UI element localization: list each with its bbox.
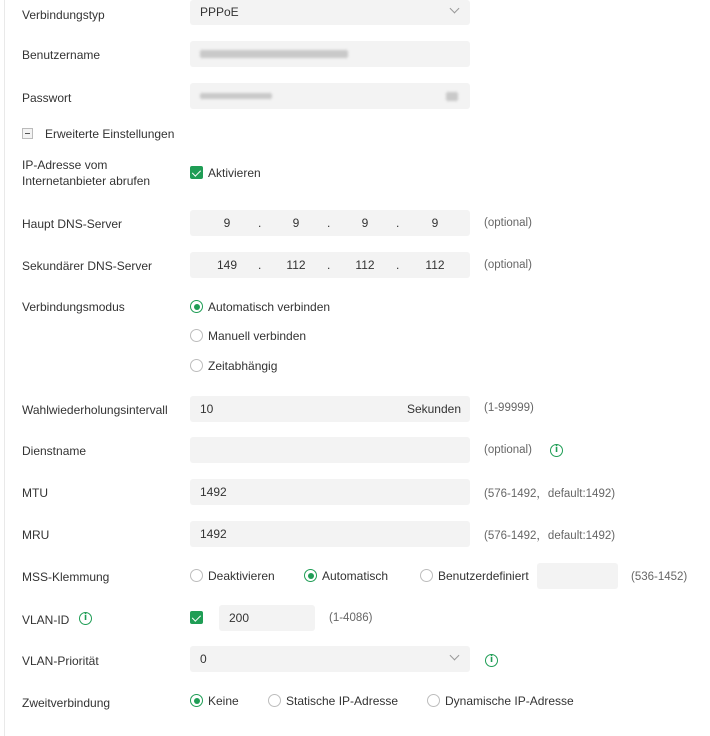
service-name-input[interactable] — [190, 437, 470, 463]
advanced-settings-toggle[interactable]: Erweiterte Einstellungen — [45, 127, 175, 141]
connection-type-value: PPPoE — [200, 5, 239, 19]
mru-value: 1492 — [200, 527, 227, 541]
dns2-octet-2[interactable]: 112 — [286, 258, 306, 272]
mru-hint: (576-1492，default:1492) — [484, 530, 616, 542]
radio-auto-connect-label: Automatisch verbinden — [208, 300, 331, 314]
radio-auto-connect[interactable] — [190, 300, 203, 313]
ip-dot: . — [258, 216, 262, 230]
dns1-octet-4[interactable]: 9 — [431, 216, 439, 230]
username-blurred-value — [200, 50, 348, 58]
redial-interval-hint: (1-99999) — [484, 402, 534, 414]
service-name-hint: (optional) — [484, 444, 532, 456]
redial-interval-label: Wahlwiederholungsintervall — [22, 403, 168, 417]
mtu-hint: (576-1492，default:1492) — [484, 488, 616, 500]
connection-type-select[interactable] — [190, 0, 470, 25]
ip-dot: . — [396, 216, 400, 230]
chevron-down-icon — [450, 651, 460, 661]
password-input[interactable] — [190, 83, 470, 109]
vlan-id-label: VLAN-ID — [22, 613, 70, 627]
mru-input[interactable] — [190, 521, 470, 547]
dns2-octet-1[interactable]: 149 — [216, 258, 238, 272]
collapse-icon[interactable] — [22, 128, 33, 139]
connection-type-label: Verbindungstyp — [22, 8, 105, 22]
mru-label: MRU — [22, 528, 50, 542]
username-label: Benutzername — [22, 48, 101, 62]
info-circle-icon[interactable]: i — [485, 654, 498, 667]
info-circle-icon[interactable]: i — [550, 444, 563, 457]
radio-time-based[interactable] — [190, 359, 203, 372]
vlan-priority-select[interactable] — [190, 646, 470, 672]
dns1-octet-3[interactable]: 9 — [361, 216, 369, 230]
secondary-dns-label: Sekundärer DNS-Server — [22, 259, 153, 273]
redial-interval-input[interactable] — [190, 396, 470, 422]
radio-second-static[interactable] — [268, 694, 281, 707]
vlan-id-checkbox[interactable] — [190, 611, 203, 624]
secondary-dns-input[interactable] — [190, 252, 470, 278]
radio-second-dynamic[interactable] — [427, 694, 440, 707]
isp-ip-label-line1: IP-Adresse vom — [22, 158, 108, 172]
radio-second-dynamic-label: Dynamische IP-Adresse — [445, 694, 574, 708]
radio-second-static-label: Statische IP-Adresse — [286, 694, 399, 708]
vlan-id-value: 200 — [229, 611, 250, 625]
vlan-priority-value: 0 — [200, 652, 207, 666]
redial-interval-value: 10 — [200, 402, 214, 416]
primary-dns-input[interactable] — [190, 210, 470, 236]
radio-mss-auto-label: Automatisch — [322, 569, 389, 583]
service-name-label: Dienstname — [22, 444, 87, 458]
ip-dot: . — [327, 258, 331, 272]
radio-manual-connect-label: Manuell verbinden — [208, 329, 307, 343]
primary-dns-label: Haupt DNS-Server — [22, 217, 123, 231]
vlan-id-input[interactable] — [219, 605, 315, 631]
mss-hint: (536-1452) — [631, 571, 688, 583]
chevron-down-icon — [450, 4, 460, 14]
radio-mss-auto[interactable] — [304, 569, 317, 582]
radio-manual-connect[interactable] — [190, 329, 203, 342]
radio-second-none[interactable] — [190, 694, 203, 707]
vlan-id-hint: (1-4086) — [329, 612, 373, 624]
primary-dns-hint: (optional) — [484, 217, 532, 229]
second-connection-label: Zweitverbindung — [22, 696, 111, 710]
dns1-octet-1[interactable]: 9 — [223, 216, 231, 230]
ip-dot: . — [258, 258, 262, 272]
isp-ip-checkbox[interactable] — [190, 166, 203, 179]
mtu-value: 1492 — [200, 485, 227, 499]
dns2-octet-4[interactable]: 112 — [425, 258, 445, 272]
mtu-input[interactable] — [190, 479, 470, 505]
radio-mss-disable[interactable] — [190, 569, 203, 582]
radio-mss-disable-label: Deaktivieren — [208, 569, 275, 583]
radio-second-none-label: Keine — [208, 694, 239, 708]
password-label: Passwort — [22, 91, 72, 105]
mtu-label: MTU — [22, 486, 48, 500]
radio-time-based-label: Zeitabhängig — [208, 359, 278, 373]
secondary-dns-hint: (optional) — [484, 259, 532, 271]
connection-mode-label: Verbindungsmodus — [22, 300, 125, 314]
page-border — [4, 0, 5, 736]
radio-mss-custom[interactable] — [420, 569, 433, 582]
redial-interval-unit: Sekunden — [406, 402, 461, 416]
password-visibility-icon[interactable] — [446, 92, 458, 101]
info-circle-icon[interactable]: i — [79, 612, 92, 625]
isp-ip-label-line2: Internetanbieter abrufen — [22, 174, 151, 188]
ip-dot: . — [327, 216, 331, 230]
dns2-octet-3[interactable]: 112 — [355, 258, 375, 272]
username-input[interactable] — [190, 41, 470, 67]
password-blurred-value — [200, 93, 272, 99]
vlan-priority-label: VLAN-Priorität — [22, 654, 99, 668]
mss-label: MSS-Klemmung — [22, 570, 110, 584]
mss-custom-input[interactable] — [537, 563, 618, 589]
radio-mss-custom-label: Benutzerdefiniert — [438, 569, 529, 583]
dns1-octet-2[interactable]: 9 — [292, 216, 300, 230]
ip-dot: . — [396, 258, 400, 272]
isp-ip-checkbox-label: Aktivieren — [208, 166, 261, 180]
